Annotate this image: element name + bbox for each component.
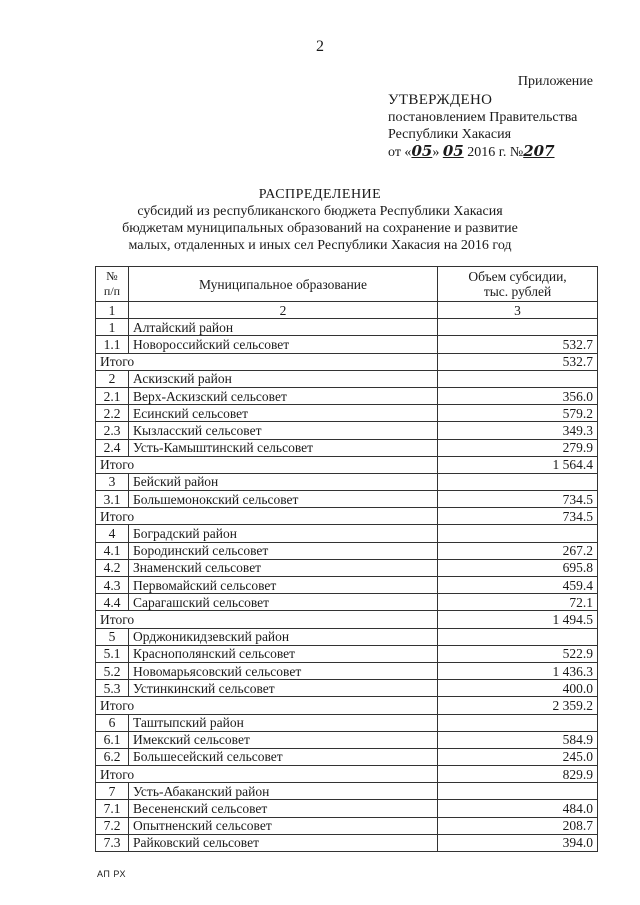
row-number: 4.4	[96, 594, 129, 611]
row-name: Первомайский сельсовет	[129, 577, 438, 594]
table-row	[96, 439, 598, 456]
district-row	[96, 319, 598, 336]
row-number: 5.1	[96, 645, 129, 662]
row-name: Усть-Абаканский район	[129, 783, 438, 800]
table-row	[96, 542, 598, 559]
row-name: Верх-Аскизский сельсовет	[129, 387, 438, 404]
table-row	[96, 817, 598, 834]
district-row	[96, 628, 598, 645]
row-value: 394.0	[438, 834, 598, 851]
row-name: Краснополянский сельсовет	[129, 645, 438, 662]
row-number: 6.2	[96, 748, 129, 765]
header-value-line-1: Объем субсидии,	[468, 269, 567, 284]
table-row	[96, 422, 598, 439]
total-label: Итого	[96, 697, 438, 714]
row-name: Новомарьясовский сельсовет	[129, 662, 438, 679]
row-value	[438, 319, 598, 336]
row-number: 1	[96, 319, 129, 336]
handwritten-month: 05	[442, 142, 464, 160]
row-value: 522.9	[438, 645, 598, 662]
table-row	[96, 680, 598, 697]
row-name: Сарагашский сельсовет	[129, 594, 438, 611]
row-name: Райковский сельсовет	[129, 834, 438, 851]
row-value: 695.8	[438, 559, 598, 576]
row-name: Новороссийский сельсовет	[129, 336, 438, 353]
row-name: Боградский район	[129, 525, 438, 542]
row-number: 6.1	[96, 731, 129, 748]
table-row	[96, 662, 598, 679]
row-value: 400.0	[438, 680, 598, 697]
row-number: 2.1	[96, 387, 129, 404]
document-heading	[0, 186, 640, 254]
row-name: Таштыпский район	[129, 714, 438, 731]
header-value-cell	[438, 267, 598, 302]
row-value: 584.9	[438, 731, 598, 748]
total-value: 532.7	[438, 353, 598, 370]
header-value-line-2: тыс. рублей	[483, 284, 552, 299]
row-number: 1.1	[96, 336, 129, 353]
row-name: Имекский сельсовет	[129, 731, 438, 748]
row-value: 484.0	[438, 800, 598, 817]
header-num-line-1: №	[106, 269, 118, 283]
district-row	[96, 783, 598, 800]
district-row	[96, 525, 598, 542]
table-row	[96, 834, 598, 851]
heading-line-1: субсидий из республиканского бюджета Республики Хакасия	[137, 204, 503, 219]
heading-title: РАСПРЕДЕЛЕНИЕ	[258, 187, 382, 202]
header-num-line-2: п/п	[103, 284, 121, 298]
row-number: 3	[96, 473, 129, 490]
table-row	[96, 594, 598, 611]
footer-mark: АП РХ	[97, 869, 126, 879]
row-value: 245.0	[438, 748, 598, 765]
row-value	[438, 783, 598, 800]
row-value: 267.2	[438, 542, 598, 559]
table-row	[96, 748, 598, 765]
row-number: 7.3	[96, 834, 129, 851]
total-label: Итого	[96, 611, 438, 628]
subsidy-table-body	[96, 267, 598, 852]
table-row	[96, 577, 598, 594]
table-header-row	[96, 267, 598, 302]
row-value: 208.7	[438, 817, 598, 834]
column-number-1: 1	[96, 302, 129, 319]
total-row	[96, 353, 598, 370]
row-number: 2	[96, 370, 129, 387]
handwritten-number: 207	[523, 142, 555, 160]
row-value	[438, 525, 598, 542]
row-name: Кызласский сельсовет	[129, 422, 438, 439]
date-year: 2016 г. №	[467, 145, 524, 160]
row-name: Орджоникидзевский район	[129, 628, 438, 645]
row-value	[438, 714, 598, 731]
total-value: 829.9	[438, 766, 598, 783]
table-row	[96, 800, 598, 817]
row-number: 2.2	[96, 405, 129, 422]
appendix-label: Приложение	[517, 74, 593, 89]
row-name: Есинский сельсовет	[129, 405, 438, 422]
row-name: Устинкинский сельсовет	[129, 680, 438, 697]
row-number: 4	[96, 525, 129, 542]
total-row	[96, 611, 598, 628]
row-value: 349.3	[438, 422, 598, 439]
row-number: 6	[96, 714, 129, 731]
total-row	[96, 697, 598, 714]
row-value: 459.4	[438, 577, 598, 594]
row-number: 7	[96, 783, 129, 800]
total-row	[96, 766, 598, 783]
row-number: 4.2	[96, 559, 129, 576]
handwritten-day: 05	[411, 142, 433, 160]
row-value	[438, 628, 598, 645]
heading-line-3: малых, отдаленных и иных сел Республики Хакасия на 2016 год	[128, 238, 512, 253]
row-value: 532.7	[438, 336, 598, 353]
total-label: Итого	[96, 456, 438, 473]
date-prefix: от «	[388, 145, 412, 160]
total-label: Итого	[96, 508, 438, 525]
row-name: Большесейский сельсовет	[129, 748, 438, 765]
table-row	[96, 645, 598, 662]
row-name: Бейский район	[129, 473, 438, 490]
header-name-cell: Муниципальное образование	[129, 267, 438, 302]
table-row	[96, 336, 598, 353]
date-mid: »	[432, 145, 440, 160]
row-value	[438, 370, 598, 387]
subsidy-table	[95, 266, 598, 852]
total-row	[96, 508, 598, 525]
row-name: Знаменский сельсовет	[129, 559, 438, 576]
page-number: 2	[316, 38, 324, 55]
total-label: Итого	[96, 766, 438, 783]
column-number-3: 3	[438, 302, 598, 319]
row-name: Аскизский район	[129, 370, 438, 387]
district-row	[96, 370, 598, 387]
row-value: 734.5	[438, 491, 598, 508]
row-number: 4.3	[96, 577, 129, 594]
row-number: 5.3	[96, 680, 129, 697]
total-value: 2 359.2	[438, 697, 598, 714]
total-label: Итого	[96, 353, 438, 370]
row-value: 356.0	[438, 387, 598, 404]
row-value: 279.9	[438, 439, 598, 456]
row-name: Бородинский сельсовет	[129, 542, 438, 559]
row-number: 4.1	[96, 542, 129, 559]
heading-line-2: бюджетам муниципальных образований на сохранение и развитие	[122, 221, 518, 236]
approval-block	[388, 92, 577, 161]
row-number: 7.1	[96, 800, 129, 817]
row-name: Опытненский сельсовет	[129, 817, 438, 834]
row-number: 2.4	[96, 439, 129, 456]
total-value: 734.5	[438, 508, 598, 525]
row-name: Весененский сельсовет	[129, 800, 438, 817]
row-name: Большемонокский сельсовет	[129, 491, 438, 508]
district-row	[96, 473, 598, 490]
row-name: Алтайский район	[129, 319, 438, 336]
table-row	[96, 491, 598, 508]
row-number: 2.3	[96, 422, 129, 439]
row-number: 3.1	[96, 491, 129, 508]
total-row	[96, 456, 598, 473]
header-num-cell	[96, 267, 129, 302]
table-row	[96, 405, 598, 422]
total-value: 1 494.5	[438, 611, 598, 628]
table-row	[96, 559, 598, 576]
row-number: 7.2	[96, 817, 129, 834]
district-row	[96, 714, 598, 731]
column-number-row	[96, 302, 598, 319]
approval-line-2: Республики Хакасия	[388, 127, 512, 142]
row-value: 72.1	[438, 594, 598, 611]
row-number: 5	[96, 628, 129, 645]
row-name: Усть-Камыштинский сельсовет	[129, 439, 438, 456]
total-value: 1 564.4	[438, 456, 598, 473]
table-row	[96, 387, 598, 404]
approval-date-line	[388, 143, 577, 161]
row-value: 579.2	[438, 405, 598, 422]
row-value	[438, 473, 598, 490]
column-number-2: 2	[129, 302, 438, 319]
row-number: 5.2	[96, 662, 129, 679]
approval-line-1: постановлением Правительства	[388, 110, 578, 125]
row-value: 1 436.3	[438, 662, 598, 679]
approved-label: УТВЕРЖДЕНО	[388, 92, 493, 108]
table-row	[96, 731, 598, 748]
